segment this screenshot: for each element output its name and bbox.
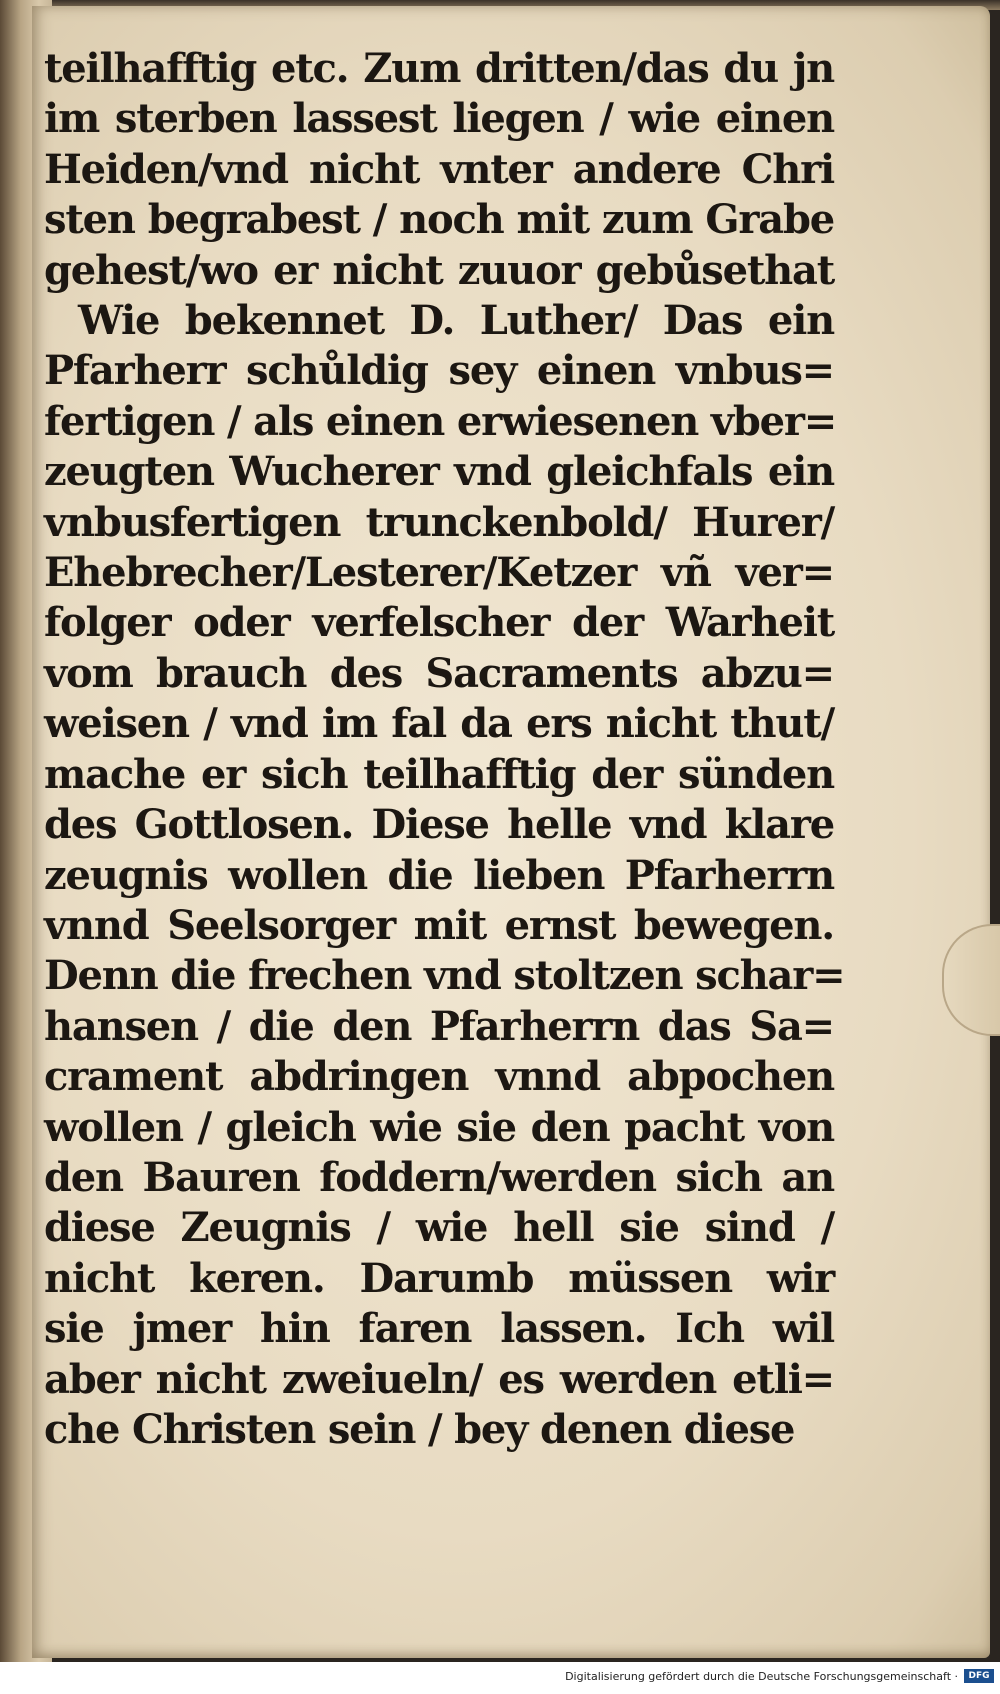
text-line: che Christen sein / bey denen diese <box>44 1405 795 1453</box>
text-line: wollen / gleich wie sie den pacht von <box>44 1103 834 1151</box>
text-line: aber nicht zweiueln/ es werden etli= <box>44 1355 834 1403</box>
text-line: des Gottlosen. Diese helle vnd klare <box>44 801 834 849</box>
text-line: sten begrabest / noch mit zum Grabe <box>44 196 834 244</box>
digitization-footer <box>0 1662 1000 1694</box>
text-line: weisen / vnd im fal da ers nicht thut/ <box>44 700 834 748</box>
text-line: vnnd Seelsorger mit ernst bewegen. <box>44 901 834 949</box>
text-line: teilhafftig etc. Zum dritten/das du jn <box>44 45 834 92</box>
text-line: folger oder verfelscher der Warheit <box>44 599 834 647</box>
text-line: nicht keren. Darumb müssen wir <box>44 1254 834 1302</box>
text-line: Denn die frechen vnd stoltzen schar= <box>44 952 845 1000</box>
text-line: hansen / die den Pfarherrn das Sa= <box>44 1002 834 1050</box>
text-line: Wie bekennet D. Luther/ Das ein <box>78 297 834 345</box>
text-line: crament abdringen vnnd abpochen <box>44 1053 834 1101</box>
funding-credit: Digitalisierung gefördert durch die Deutsche Forschungsgemeinschaft · <box>565 1670 958 1683</box>
text-line: zeugnis wollen die lieben Pfarherrn <box>44 851 834 899</box>
text-line: den Bauren foddern/werden sich an <box>44 1153 834 1201</box>
text-line: gehest/wo er nicht zuuor gebůsethat <box>44 246 834 294</box>
text-line: Heiden/vnd nicht vnter andere Chri <box>44 145 834 193</box>
dfg-logo: DFG <box>964 1669 994 1683</box>
page-text-block <box>44 44 845 1455</box>
text-line: Ehebrecher/Lesterer/Ketzer vñ ver= <box>44 549 834 597</box>
text-line: diese Zeugnis / wie hell sie sind / <box>44 1204 834 1252</box>
text-line: zeugten Wucherer vnd gleichfals ein <box>44 448 834 496</box>
text-line: vom brauch des Sacraments abzu= <box>44 649 834 697</box>
text-line: vnbusfertigen trunckenbold/ Hurer/ <box>44 498 834 546</box>
text-line: im sterben lassest liegen / wie einen <box>44 95 834 143</box>
text-line: mache er sich teilhafftig der sünden <box>44 750 834 798</box>
text-line: sie jmer hin faren lassen. Ich wil <box>44 1305 834 1353</box>
text-line: fertigen / als einen erwiesenen vber= <box>44 397 837 445</box>
text-line: Pfarherr schůldig sey einen vnbus= <box>44 347 834 395</box>
